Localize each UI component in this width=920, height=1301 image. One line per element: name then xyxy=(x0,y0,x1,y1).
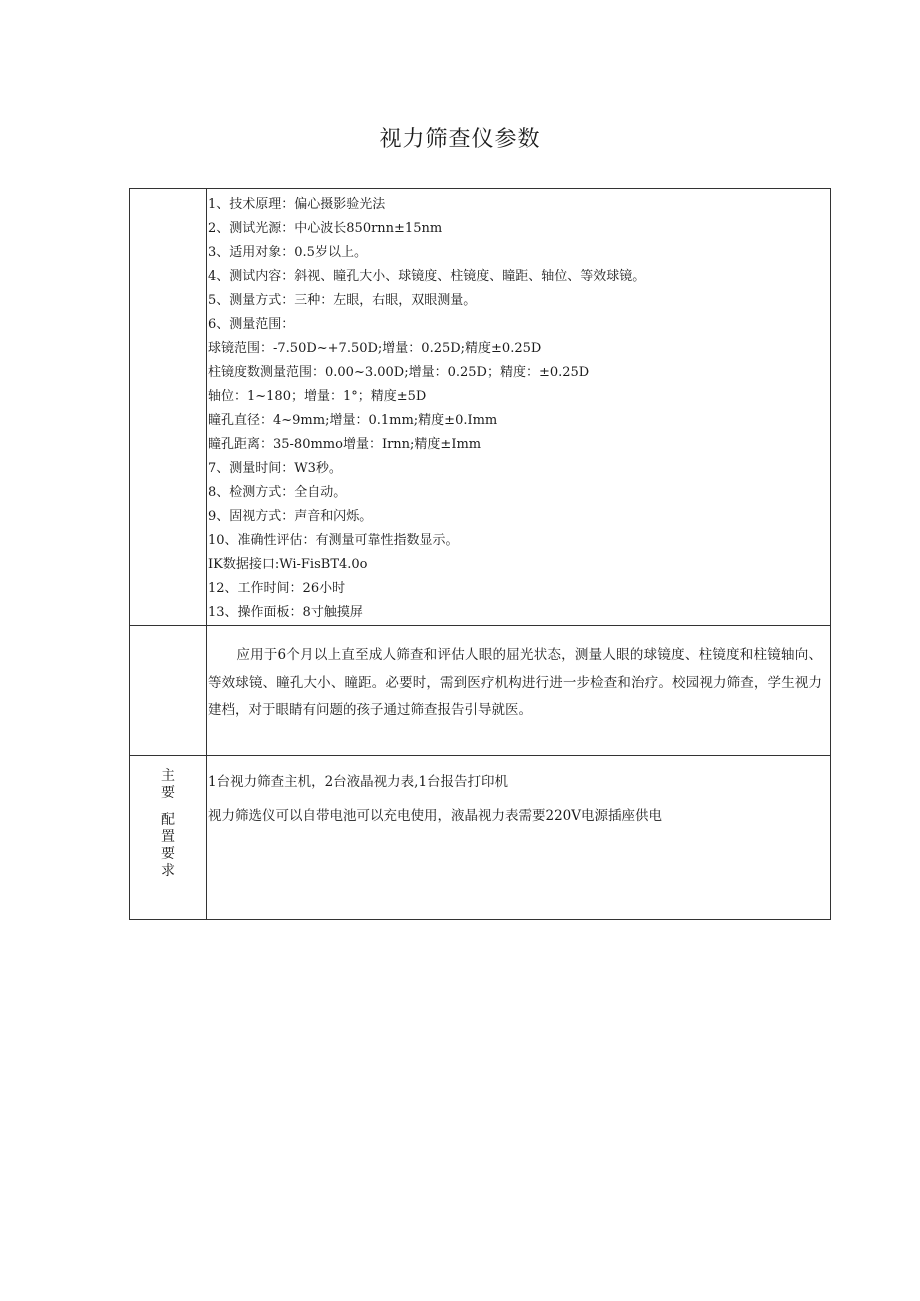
usage-row xyxy=(130,626,831,756)
parameter-line: 8、检测方式：全自动。 xyxy=(208,485,347,500)
parameter-list xyxy=(207,189,830,625)
usage-content-cell xyxy=(207,626,831,756)
parameter-line: 球镜范围：-7.50D~+7.50D;增量：0.25D;精度±0.25D xyxy=(208,341,542,356)
parameter-line: 5、测量方式：三种：左眼，右眼，双眼测量。 xyxy=(208,293,477,308)
parameter-line: IK数据接口:Wi-FisBT4.0o xyxy=(208,557,368,572)
parameter-line: 9、固视方式：声音和闪烁。 xyxy=(208,509,373,524)
parameters-label-cell xyxy=(130,189,207,626)
config-label-char: 主 xyxy=(161,768,175,784)
parameter-line: 13、操作面板：8寸触摸屏 xyxy=(208,605,363,620)
config-label-char: 要 xyxy=(161,846,175,862)
parameter-line: 轴位：1~180；增量：1°；精度±5D xyxy=(208,389,427,404)
parameter-line: 6、测量范围： xyxy=(208,317,295,332)
parameter-line: 柱镜度数测量范围：0.00~3.00D;增量：0.25D；精度：±0.25D xyxy=(208,365,590,380)
spec-table xyxy=(129,188,831,920)
parameters-content-cell xyxy=(207,189,831,626)
parameter-line: 1、技术原理：偏心摄影验光法 xyxy=(208,197,386,212)
usage-text: 应用于6个月以上直至成人筛查和评估人眼的屈光状态，测量人眼的球镜度、柱镜度和柱镜轴向、等效球镜、瞳孔大小、瞳距。必要时，需到医疗机构进行进一步检查和治疗。校园视力筛查，学生视力建档，对于眼睛有问题的孩子通过筛查报告引导就医。 xyxy=(208,647,822,718)
config-line: 1台视力筛查主机，2台液晶视力表,1台报告打印机 xyxy=(208,774,509,790)
parameter-line: 7、测量时间：W3秒。 xyxy=(208,461,342,476)
parameter-line: 2、测试光源：中心波长850rnn±15nm xyxy=(208,221,443,236)
parameter-line: 瞳孔直径：4~9mm;增量：0.1mm;精度±0.Imm xyxy=(208,413,498,428)
config-row xyxy=(130,756,831,920)
config-label-cell xyxy=(130,756,207,920)
usage-label-cell xyxy=(130,626,207,756)
parameter-line: 3、适用对象：0.5岁以上。 xyxy=(208,245,367,260)
parameter-line: 12、工作时间：26小时 xyxy=(208,581,346,596)
parameters-row xyxy=(130,189,831,626)
config-line: 视力筛选仪可以自带电池可以充电使用，液晶视力表需要220V电源插座供电 xyxy=(208,808,663,824)
parameter-line: 瞳孔距离：35-80mmo增量：Irnn;精度±Imm xyxy=(208,437,482,452)
config-label xyxy=(130,756,206,880)
config-text xyxy=(207,756,830,826)
page-title: 视力筛查仪参数 xyxy=(379,127,541,152)
config-label-gap xyxy=(130,802,206,812)
config-label-char: 置 xyxy=(161,829,175,845)
config-label-char: 求 xyxy=(161,863,175,879)
config-label-char: 要 xyxy=(161,785,175,801)
config-content-cell xyxy=(207,756,831,920)
parameter-line: 4、测试内容：斜视、瞳孔大小、球镜度、柱镜度、瞳距、轴位、等效球镜。 xyxy=(208,269,646,284)
config-label-char: 配 xyxy=(161,812,175,828)
parameter-line: 10、准确性评估：有测量可靠性指数显示。 xyxy=(208,533,459,548)
